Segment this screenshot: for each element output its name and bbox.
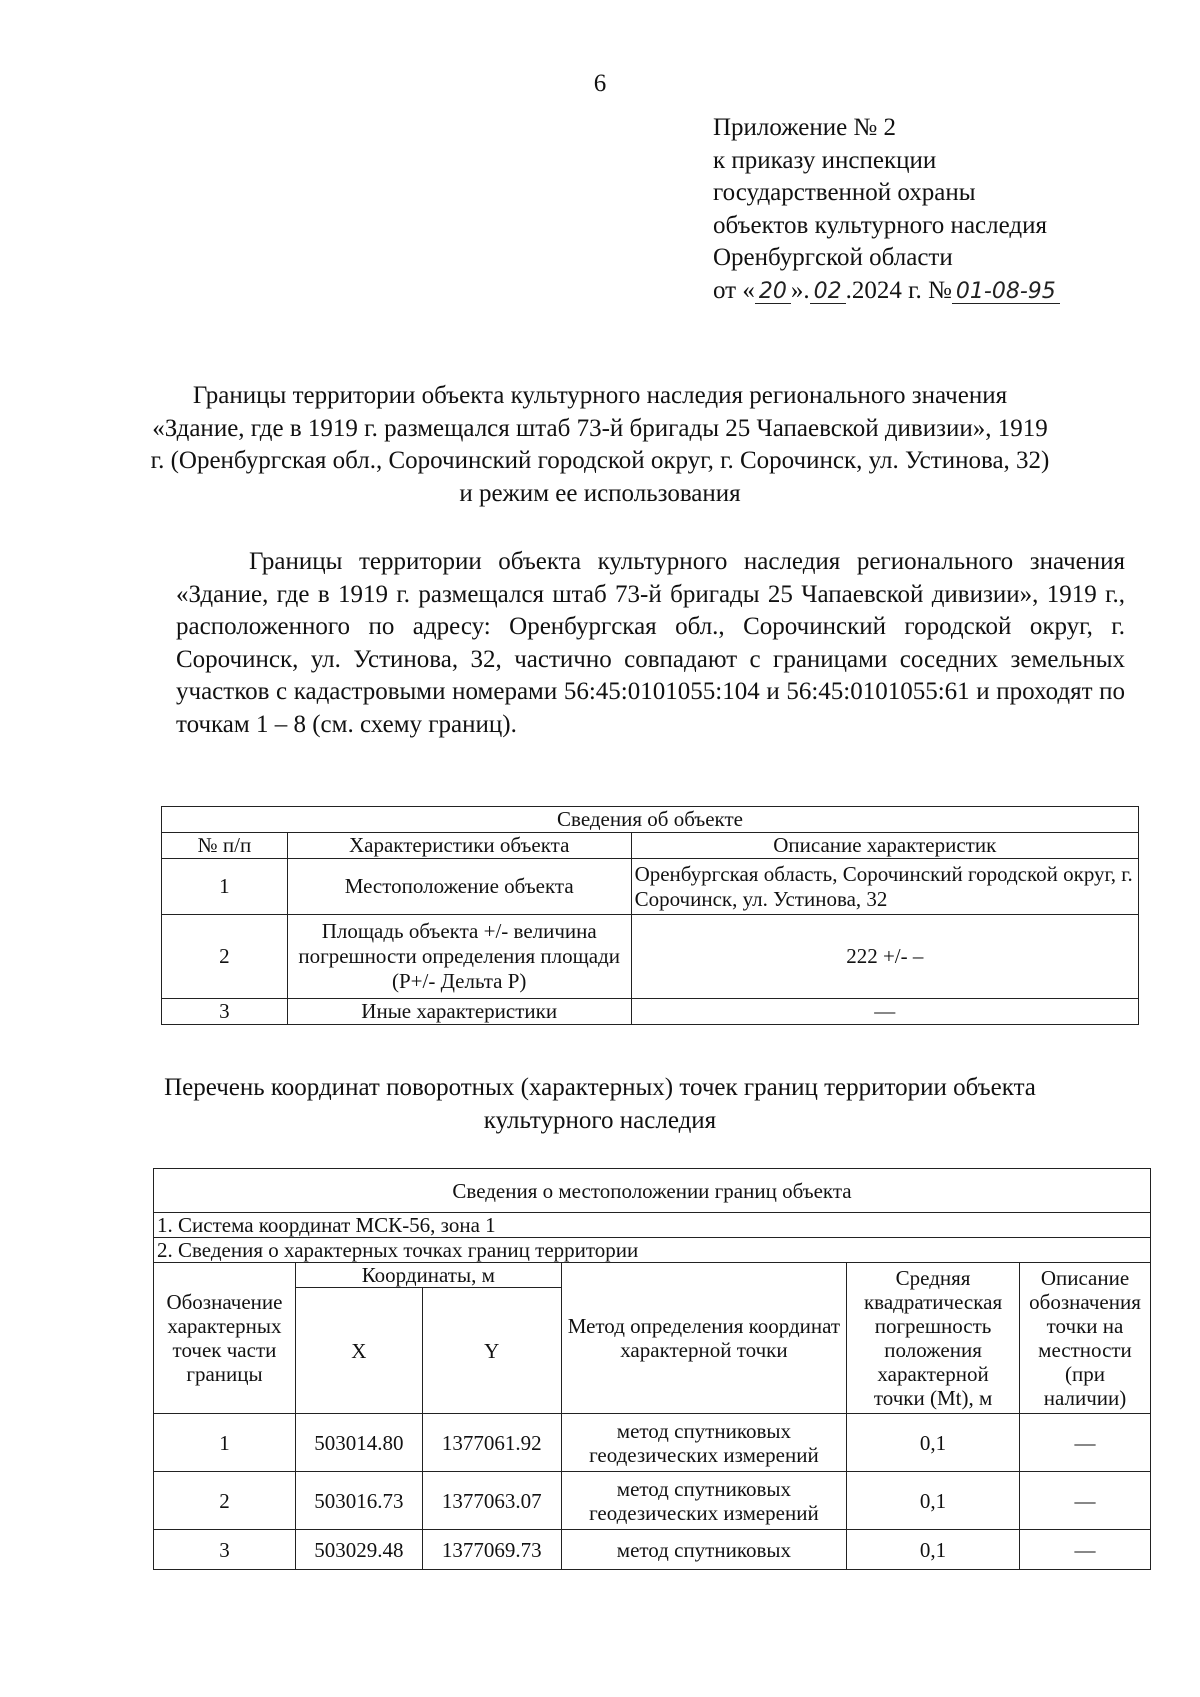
method: метод спутниковых <box>561 1530 846 1570</box>
header-accuracy: Средняя квадратическая погрешность положения характерной точки (Mt), м <box>847 1263 1020 1414</box>
table-row <box>162 915 1139 999</box>
date-year: .2024 г. № <box>845 276 952 304</box>
appendix-date-line <box>713 275 1060 308</box>
row-number: 1 <box>162 859 288 915</box>
order-number-handwritten: 01-08-95 <box>952 281 1060 304</box>
appendix-line: к приказу инспекции <box>713 146 937 174</box>
date-month-handwritten: 02 <box>810 281 846 304</box>
header-description: Описание обозначения точки на местности (при наличии) <box>1020 1263 1151 1414</box>
object-info-table <box>161 806 1139 1025</box>
coord-y: 1377069.73 <box>422 1530 561 1570</box>
table-row <box>154 1414 1151 1472</box>
object-table-header: Характеристики объекта <box>287 833 631 859</box>
date-day-handwritten: 20 <box>755 281 791 304</box>
coord-x: 503014.80 <box>295 1414 422 1472</box>
point-id: 1 <box>154 1414 296 1472</box>
appendix-line: объектов культурного наследия <box>713 211 1047 239</box>
point-id: 3 <box>154 1530 296 1570</box>
point-description: — <box>1020 1530 1151 1570</box>
boundary-paragraph: Границы территории объекта культурного наследия регионального значения «Здание, где в 1919 г. размещался штаб 73-й бригады 25 Чапаевской дивизии», 1919 г., расположенного по адресу: Оренбургская обл., Сорочинский городской округ, г. Сорочинск, ул. Устинова, 32, частично совпадают с границами соседних земельных участков с кадастровыми номерами 56:45:0101055:104 и 56:45:0101055:61 и проходят по точкам 1 – 8 (см. схему границ). <box>176 548 1125 738</box>
header-coordinates: Координаты, м <box>295 1263 561 1288</box>
table-row <box>154 1472 1151 1530</box>
header-y: Y <box>422 1288 561 1414</box>
coord-x: 503029.48 <box>295 1530 422 1570</box>
coords-table-caption: Сведения о местоположении границ объекта <box>154 1169 1151 1213</box>
appendix-line: Приложение № 2 <box>713 114 897 141</box>
method: метод спутниковых геодезических измерений <box>561 1414 846 1472</box>
characteristic-value: Оренбургская область, Сорочинский городской округ, г. Сорочинск, ул. Устинова, 32 <box>631 859 1138 915</box>
header-x: X <box>295 1288 422 1414</box>
table-row <box>162 999 1139 1025</box>
characteristic-value: — <box>631 999 1138 1025</box>
table-row <box>162 859 1139 915</box>
appendix-line: Оренбургской области <box>713 244 953 271</box>
appendix-block <box>713 112 1060 307</box>
points-caption: 2. Сведения о характерных точках границ территории <box>154 1238 1151 1263</box>
accuracy: 0,1 <box>847 1530 1020 1570</box>
accuracy: 0,1 <box>847 1472 1020 1530</box>
characteristic-name: Местоположение объекта <box>287 859 631 915</box>
method: метод спутниковых геодезических измерений <box>561 1472 846 1530</box>
coordinates-title: Перечень координат поворотных (характерных) точек границ территории объекта культурного наследия <box>164 1074 1036 1134</box>
object-table-caption: Сведения об объекте <box>162 807 1139 833</box>
coord-x: 503016.73 <box>295 1472 422 1530</box>
coord-y: 1377061.92 <box>422 1414 561 1472</box>
characteristic-name: Площадь объекта +/- величина погрешности определения площади (Р+/- Дельта Р) <box>287 915 631 999</box>
header-method: Метод определения координат характерной точки <box>561 1263 846 1414</box>
characteristic-value: 222 +/- – <box>631 915 1138 999</box>
table-row <box>154 1530 1151 1570</box>
row-number: 3 <box>162 999 288 1025</box>
point-description: — <box>1020 1472 1151 1530</box>
coord-y: 1377063.07 <box>422 1472 561 1530</box>
appendix-line: государственной охраны <box>713 179 976 206</box>
object-table-header: Описание характеристик <box>631 833 1138 859</box>
date-prefix: от « <box>713 276 755 304</box>
date-mid: ». <box>790 276 810 304</box>
header-point: Обозначение характерных точек части границы <box>154 1263 296 1414</box>
point-id: 2 <box>154 1472 296 1530</box>
coordinates-table <box>153 1168 1151 1570</box>
document-title: Границы территории объекта культурного наследия регионального значения «Здание, где в 1919 г. размещался штаб 73-й бригады 25 Чапаевской дивизии», 1919 г. (Оренбургская обл., Сорочинский городской округ, г. Сорочинск, ул. Устинова, 32) и режим ее использования <box>150 382 1050 507</box>
object-table-header: № п/п <box>162 833 288 859</box>
page-number: 6 <box>593 70 607 97</box>
characteristic-name: Иные характеристики <box>287 999 631 1025</box>
point-description: — <box>1020 1414 1151 1472</box>
row-number: 2 <box>162 915 288 999</box>
coordinate-system: 1. Система координат МСК-56, зона 1 <box>154 1213 1151 1238</box>
accuracy: 0,1 <box>847 1414 1020 1472</box>
